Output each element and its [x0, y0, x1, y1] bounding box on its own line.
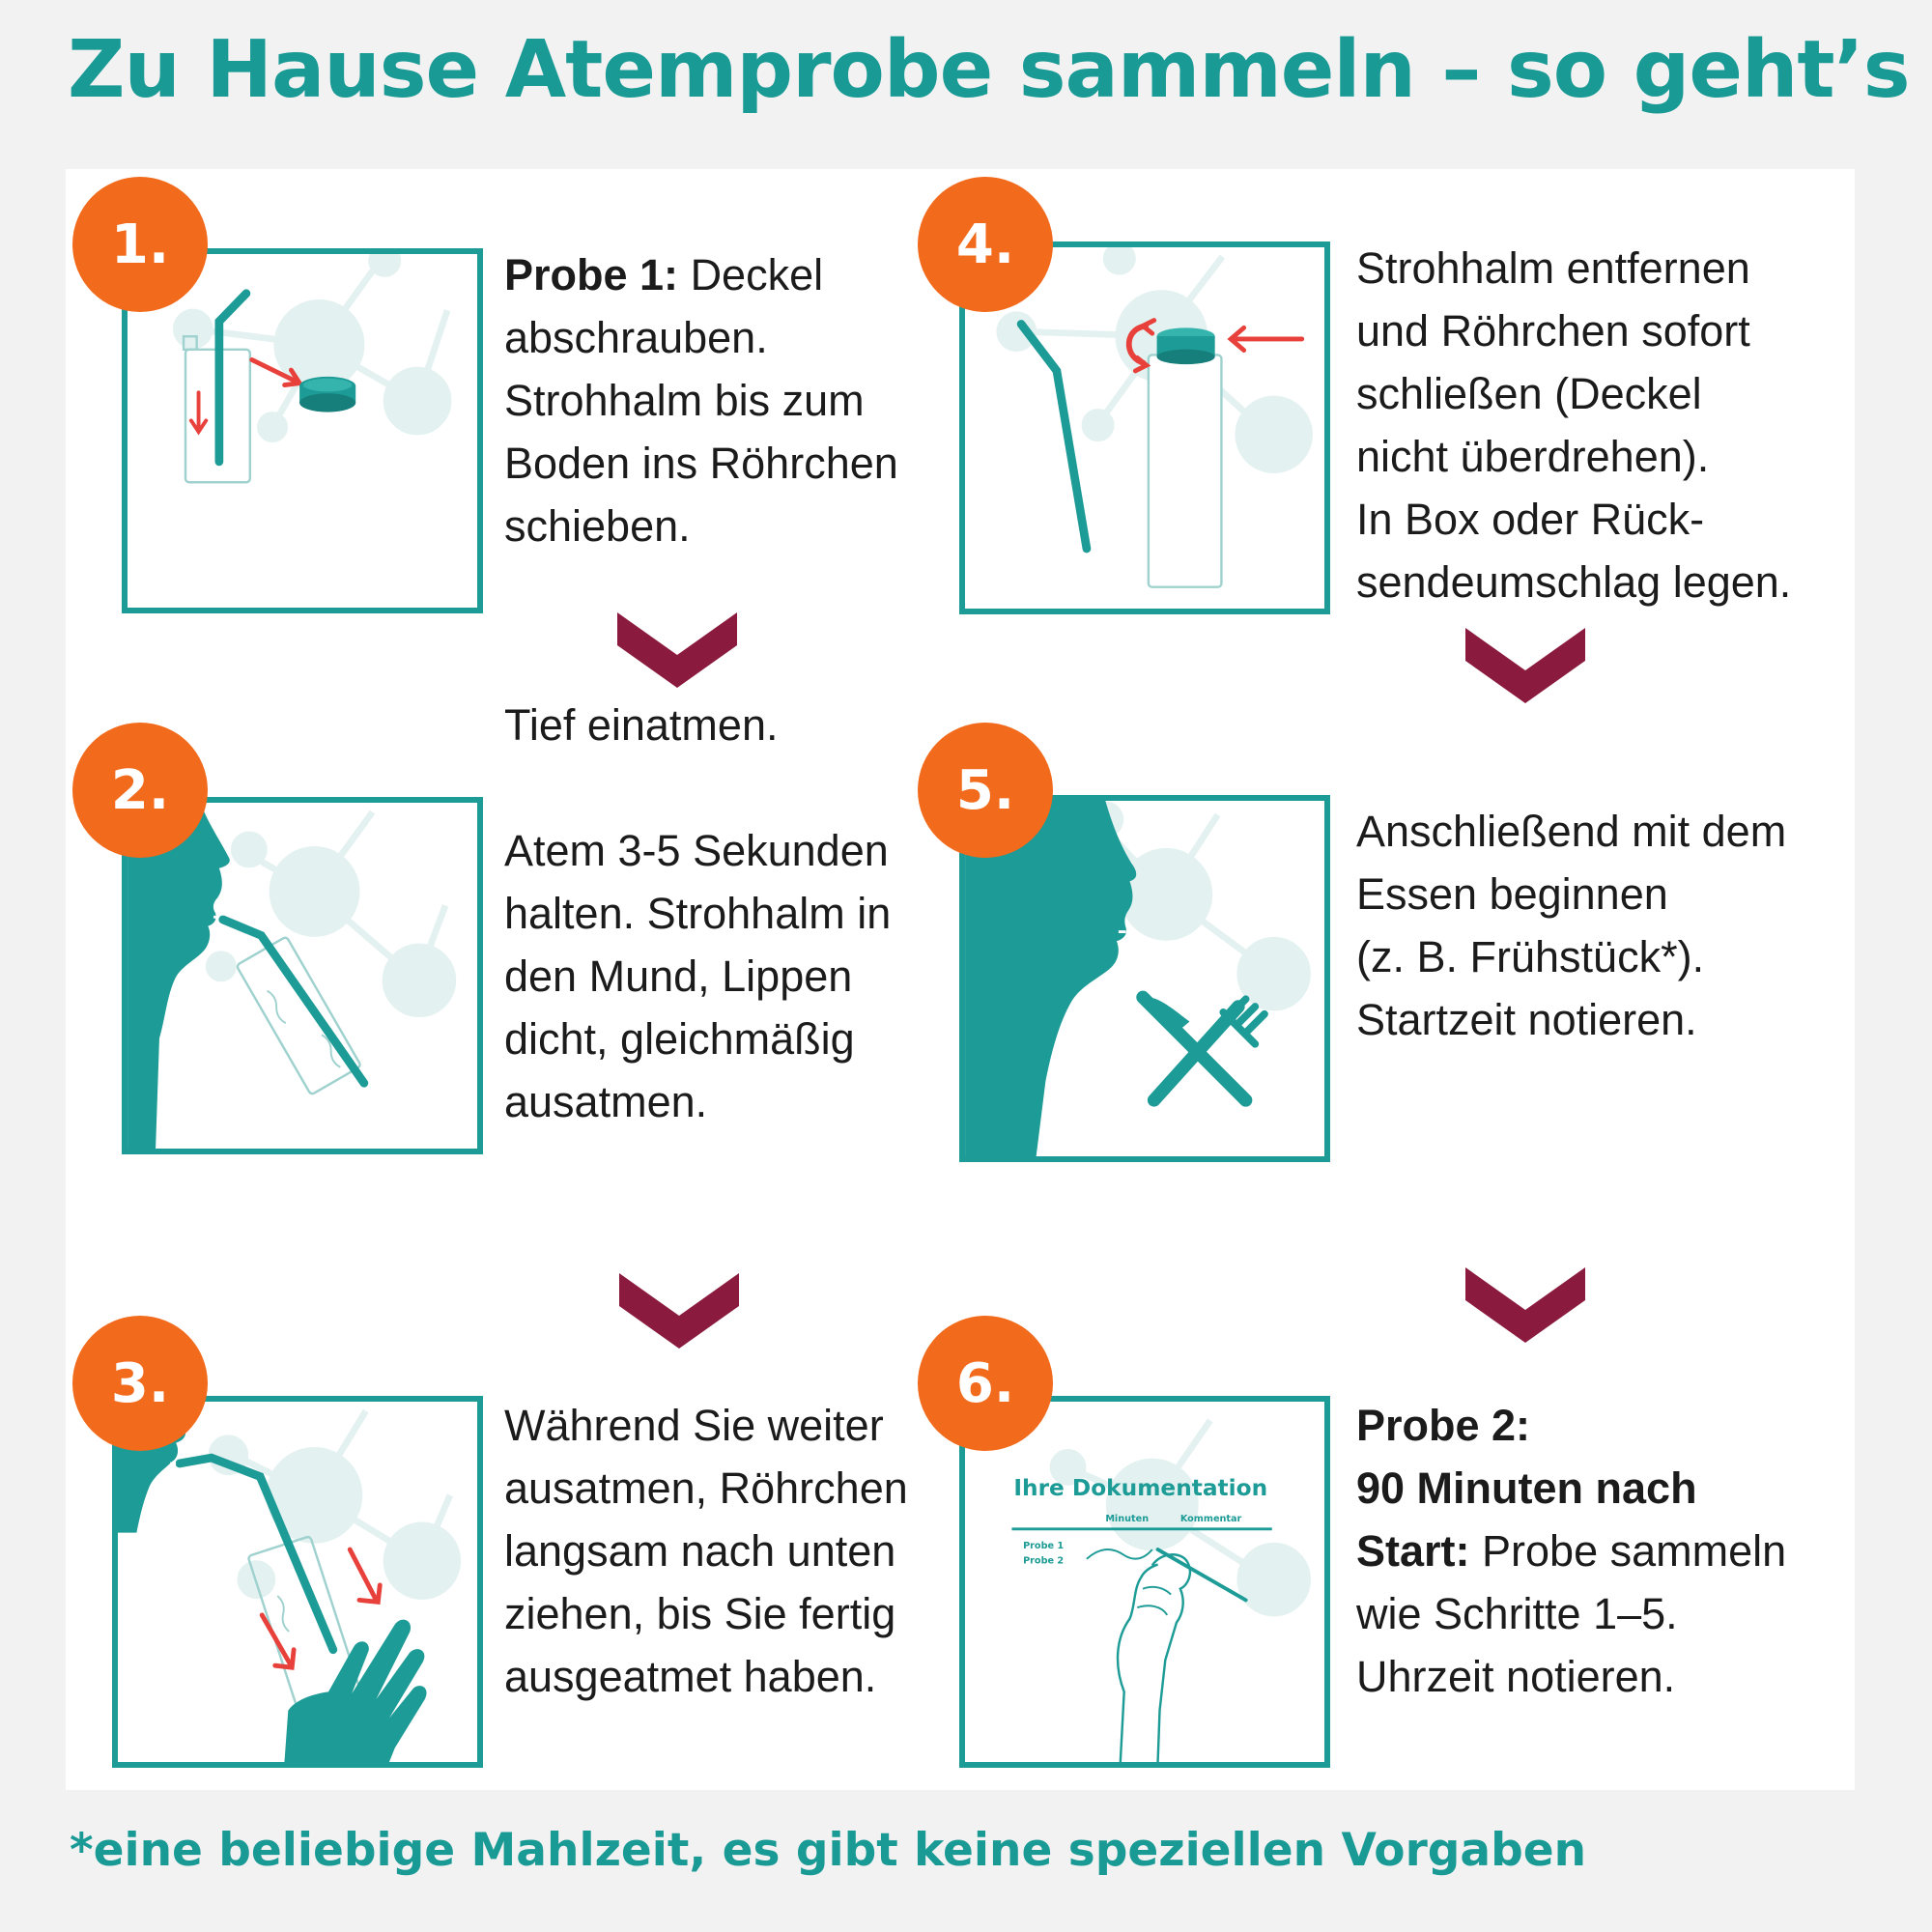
step-6-line: Uhrzeit notieren.	[1356, 1652, 1676, 1701]
footnote: *eine beliebige Mahlzeit, es gibt keine speziellen Vorgaben	[70, 1824, 1587, 1877]
face-breathing-icon	[128, 803, 477, 1149]
page-title: Zu Hause Atemprobe sammeln – so geht’s	[68, 24, 1910, 116]
step-4-line: sendeumschlag legen.	[1356, 557, 1792, 607]
chevron-down-icon	[1465, 1267, 1585, 1343]
step-1-bold: Probe 1:	[504, 250, 679, 299]
step-5-line: Startzeit notieren.	[1356, 995, 1697, 1044]
step-4-line: schließen (Deckel	[1356, 369, 1702, 418]
chevron-down-icon	[617, 612, 737, 688]
chevron-down-icon	[1465, 628, 1585, 703]
step-2-line: ausatmen.	[504, 1077, 708, 1126]
step-6-bold-line: 90 Minuten nach	[1356, 1463, 1697, 1513]
step-2-pre-text: Tief einatmen.	[504, 700, 779, 750]
step-2-badge: 2.	[72, 723, 208, 858]
chevron-down-icon	[619, 1273, 739, 1349]
step-1-line: Boden ins Röhrchen	[504, 439, 898, 488]
doc-heading: Ihre Dokumentation	[1013, 1474, 1268, 1501]
step-5-line: Anschließend mit dem	[1356, 807, 1787, 856]
doc-col-kommentar: Kommentar	[1179, 1514, 1242, 1525]
step-2-line: halten. Strohhalm in	[504, 889, 892, 938]
step-5-text	[1356, 800, 1859, 1051]
step-6-line: Probe sammeln	[1482, 1526, 1787, 1576]
step-4-badge: 4.	[918, 177, 1053, 312]
step-4-text	[1356, 237, 1859, 613]
step-6-bold-inline: Start:	[1356, 1526, 1470, 1576]
step-1-line: Deckel	[690, 250, 824, 299]
step-2-line: Atem 3-5 Sekunden	[504, 826, 889, 875]
hand-pulling-tube-icon	[118, 1402, 477, 1762]
step-1-line: Strohhalm bis zum	[504, 376, 865, 425]
step-6-badge: 6.	[918, 1316, 1053, 1451]
step-3-line: ziehen, bis Sie fertig	[504, 1589, 896, 1638]
face-eating-icon	[965, 801, 1324, 1156]
step-2-illustration	[122, 797, 483, 1154]
doc-row-probe-2: Probe 2	[1023, 1555, 1065, 1567]
step-3-line: langsam nach unten	[504, 1526, 896, 1576]
step-4-line: Strohhalm entfernen	[1356, 243, 1750, 293]
step-5-line: Essen beginnen	[1356, 869, 1668, 919]
step-1-line: abschrauben.	[504, 313, 768, 362]
step-1-illustration	[122, 248, 483, 613]
step-3-line: Während Sie weiter	[504, 1401, 884, 1450]
step-3-text	[504, 1394, 958, 1708]
tube-straw-cap-icon	[128, 254, 477, 608]
doc-col-minuten: Minuten	[1105, 1514, 1150, 1525]
step-3-line: ausgeatmet haben.	[504, 1652, 877, 1701]
step-6-illustration	[959, 1396, 1330, 1768]
step-6-text	[1356, 1394, 1859, 1708]
step-1-text	[504, 243, 949, 557]
step-4-line: und Röhrchen sofort	[1356, 306, 1750, 355]
step-6-bold-line: Probe 2:	[1356, 1401, 1531, 1450]
step-2-line: dicht, gleichmäßig	[504, 1014, 855, 1064]
step-1-badge: 1.	[72, 177, 208, 312]
step-2-text	[504, 819, 949, 1133]
step-4-line: In Box oder Rück-	[1356, 495, 1705, 544]
step-3-line: ausatmen, Röhrchen	[504, 1463, 908, 1513]
step-2-line: den Mund, Lippen	[504, 952, 853, 1001]
step-5-line: (z. B. Frühstück*).	[1356, 932, 1705, 981]
step-3-badge: 3.	[72, 1316, 208, 1451]
step-4-line: nicht überdrehen).	[1356, 432, 1710, 481]
documentation-form-icon	[965, 1402, 1324, 1762]
doc-row-probe-1: Probe 1	[1023, 1541, 1065, 1552]
step-6-line: wie Schritte 1–5.	[1356, 1589, 1678, 1638]
step-5-badge: 5.	[918, 723, 1053, 858]
step-3-illustration	[112, 1396, 483, 1768]
step-1-line: schieben.	[504, 501, 691, 551]
